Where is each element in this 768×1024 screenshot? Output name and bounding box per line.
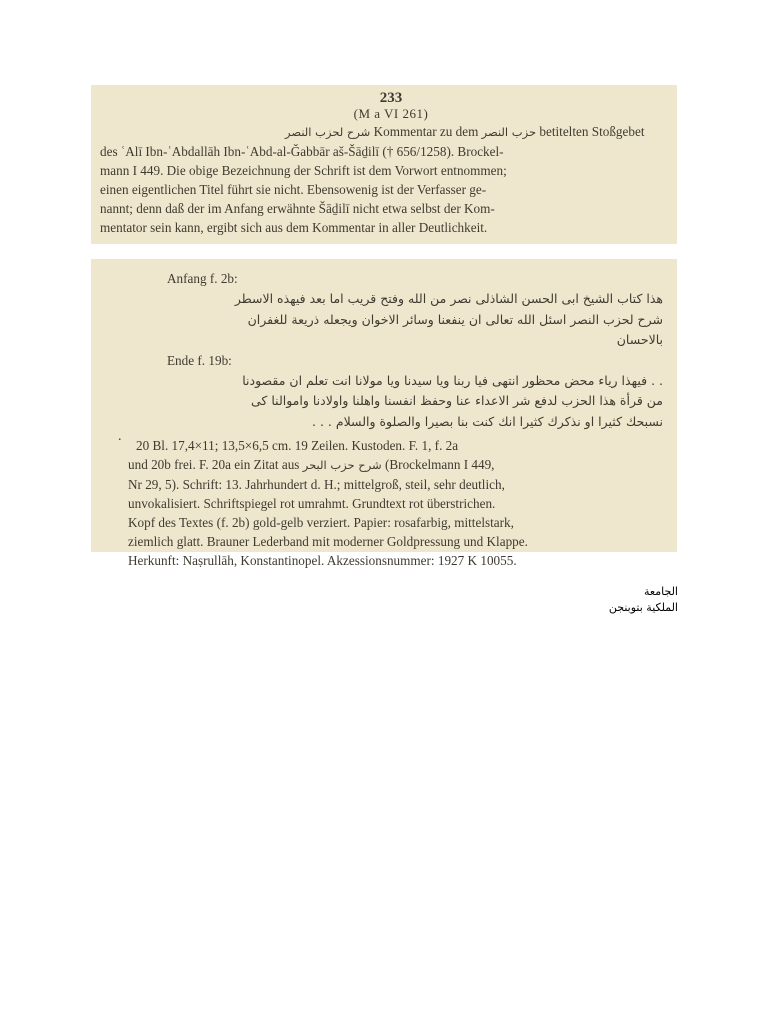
entry-number: 233 <box>379 90 403 106</box>
incipit-line: هذا كتاب الشيخ ابى الحسن الشاذلى نصر من الله وفتح قريب اما بعد فيهذه الاسطر <box>234 291 663 306</box>
physical-line: unvokalisiert. Schriftspiegel rot umrahmt. Grundtext rot überstrichen. <box>128 496 496 511</box>
physical-line: und 20b frei. F. 20a ein Zitat aus شرح حزب البحر (Brockelmann I 449, <box>91 455 677 475</box>
caption <box>609 584 678 616</box>
incipit-line: شرح لحزب النصر اسئل الله تعالى ان ينفعنا وسائر الاخوان ويجعله ذريعة للغفران <box>247 311 663 327</box>
physical-description <box>91 436 677 570</box>
physical-line: Herkunft: Naṣrullāh, Konstantinopel. Akzessionsnummer: 1927 K 10055. <box>128 553 517 568</box>
explicit-line: نسبحك كثيرا او نذكرك كثيرا انك كنت بنا بصيرا والصلوة والسلام . . . <box>312 413 663 429</box>
margin-mark: . <box>118 429 122 444</box>
description-line: des ʿAlī Ibn-ʿAbdallāh Ibn-ʿAbd-al-Ǧabbār aš-Šāḏilī († 656/1258). Brockel- <box>100 144 504 159</box>
incipit-line: بالاحسان <box>616 332 663 347</box>
description-line: nannt; denn daß der im Anfang erwähnte Šāḏilī nicht etwa selbst der Kom- <box>100 201 495 216</box>
explicit-line: من قرأة هذا الحزب لدفع شر الاعداء عنا وحفظ انفسنا واهلنا واولادنا واموالنا كى <box>251 393 663 408</box>
arabic-title: حزب النصر <box>481 125 537 139</box>
physical-line: Nr 29, 5). Schrift: 13. Jahrhundert d. H.; mittelgroß, steil, sehr deutlich, <box>128 477 505 492</box>
description-line: einen eigentlichen Titel führt sie nicht. Ebensowenig ist der Verfasser ge- <box>100 182 487 197</box>
caption-line: الملكية بتوبنجن <box>608 601 678 614</box>
incipit-label: Anfang f. 2b: <box>167 271 238 286</box>
physical-line: Kopf des Textes (f. 2b) gold-gelb verziert. Papier: rosafarbig, mittelstark, <box>128 515 514 530</box>
catalog-entry-header-scan <box>91 85 677 244</box>
description-line: شرح لحزب النصر Kommentar zu dem حزب النصر betitelten Stoßgebet <box>91 122 677 142</box>
physical-line: 20 Bl. 17,4×11; 13,5×6,5 cm. 19 Zeilen. Kustoden. F. 1, f. 2a <box>136 438 459 453</box>
physical-line: ziemlich glatt. Brauner Lederband mit moderner Goldpressung und Klappe. <box>128 534 528 549</box>
caption-line: الجامعة <box>644 585 678 598</box>
arabic-title: شرح حزب البحر <box>302 458 382 472</box>
description-line: mann I 449. Die obige Bezeichnung der Schrift ist dem Vorwort entnommen; <box>100 163 507 178</box>
explicit-label: Ende f. 19b: <box>167 352 232 368</box>
catalog-entry-body-scan <box>91 259 677 568</box>
explicit-line: . . فيهذا رياء محض محظور انتهى فيا ربنا ويا سيدنا ويا مولانا انت تعلم ان مقصودنا <box>242 372 663 388</box>
arabic-title: شرح لحزب النصر <box>285 125 371 139</box>
shelfmark: (M a VI 261) <box>353 106 429 121</box>
description-line: mentator sein kann, ergibt sich aus dem Kommentar in aller Deutlichkeit. <box>100 220 488 235</box>
